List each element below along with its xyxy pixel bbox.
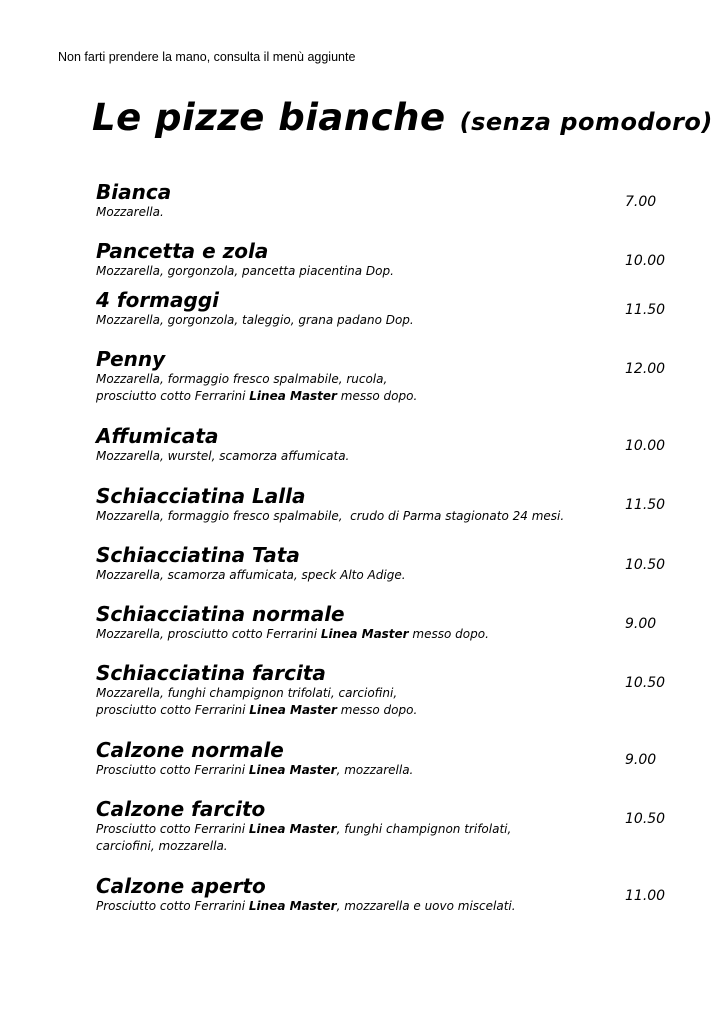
item-price: 10.50 bbox=[625, 557, 666, 573]
item-name: Schiacciatina Tata bbox=[96, 543, 300, 567]
menu-item-schiacciatina-normale bbox=[96, 602, 696, 643]
item-price: 10.00 bbox=[625, 438, 666, 454]
item-description: Mozzarella, formaggio fresco spalmabile, crudo di Parma stagionato 24 mesi. bbox=[96, 509, 565, 523]
item-name: Bianca bbox=[96, 180, 172, 204]
item-name: Affumicata bbox=[96, 424, 219, 448]
menu-item-4-formaggi bbox=[96, 288, 696, 329]
menu-item-pancetta-e-zola bbox=[96, 239, 696, 280]
item-description: Mozzarella, formaggio fresco spalmabile, rucola, prosciutto cotto Ferrarini Linea Master messo dopo. bbox=[96, 372, 418, 403]
menu-item-calzone-farcito bbox=[96, 797, 696, 855]
item-name: Penny bbox=[96, 347, 166, 371]
title-main: Le pizze bianche bbox=[92, 96, 446, 139]
item-description: Mozzarella, gorgonzola, pancetta piacentina Dop. bbox=[96, 264, 394, 278]
menu-item-calzone-aperto bbox=[96, 874, 696, 915]
menu-item-schiacciatina-lalla bbox=[96, 484, 696, 525]
item-price: 12.00 bbox=[625, 361, 666, 377]
item-name: Schiacciatina Lalla bbox=[96, 484, 306, 508]
item-price: 11.50 bbox=[625, 302, 666, 318]
item-price: 10.00 bbox=[625, 253, 666, 269]
menu-item-bianca bbox=[96, 180, 696, 221]
menu-item-schiacciatina-tata bbox=[96, 543, 696, 584]
item-description: Mozzarella, prosciutto cotto Ferrarini Linea Master messo dopo. bbox=[96, 627, 489, 641]
item-price: 9.00 bbox=[625, 752, 657, 768]
menu-note: Non farti prendere la mano, consulta il menù aggiunte bbox=[58, 50, 356, 64]
item-name: Calzone farcito bbox=[96, 797, 266, 821]
item-description: Mozzarella, wurstel, scamorza affumicata. bbox=[96, 449, 350, 463]
item-name: Calzone normale bbox=[96, 738, 284, 762]
item-price: 7.00 bbox=[625, 194, 657, 210]
title-subtitle: (senza pomodoro) bbox=[459, 108, 713, 136]
item-price: 11.50 bbox=[625, 497, 666, 513]
menu-item-calzone-normale bbox=[96, 738, 696, 779]
item-description: Mozzarella, scamorza affumicata, speck Alto Adige. bbox=[96, 568, 406, 582]
item-description: Mozzarella, gorgonzola, taleggio, grana padano Dop. bbox=[96, 313, 414, 327]
item-name: Calzone aperto bbox=[96, 874, 266, 898]
page-title bbox=[92, 96, 713, 139]
item-description: Prosciutto cotto Ferrarini Linea Master, mozzarella e uovo miscelati. bbox=[96, 899, 516, 913]
item-description: Prosciutto cotto Ferrarini Linea Master, mozzarella. bbox=[96, 763, 414, 777]
item-price: 11.00 bbox=[625, 888, 666, 904]
item-description: Mozzarella, funghi champignon trifolati, carciofini, prosciutto cotto Ferrarini Linea Master messo dopo. bbox=[96, 686, 418, 717]
item-price: 10.50 bbox=[625, 675, 666, 691]
item-name: 4 formaggi bbox=[96, 288, 220, 312]
item-name: Schiacciatina farcita bbox=[96, 661, 326, 685]
item-price: 9.00 bbox=[625, 616, 657, 632]
menu-item-penny bbox=[96, 347, 696, 405]
menu-item-schiacciatina-farcita bbox=[96, 661, 696, 719]
item-price: 10.50 bbox=[625, 811, 666, 827]
item-name: Pancetta e zola bbox=[96, 239, 269, 263]
item-description: Prosciutto cotto Ferrarini Linea Master, funghi champignon trifolati, carciofini, mozzarella. bbox=[96, 822, 512, 853]
item-name: Schiacciatina normale bbox=[96, 602, 345, 626]
item-description: Mozzarella. bbox=[96, 205, 164, 219]
menu-item-affumicata bbox=[96, 424, 696, 465]
